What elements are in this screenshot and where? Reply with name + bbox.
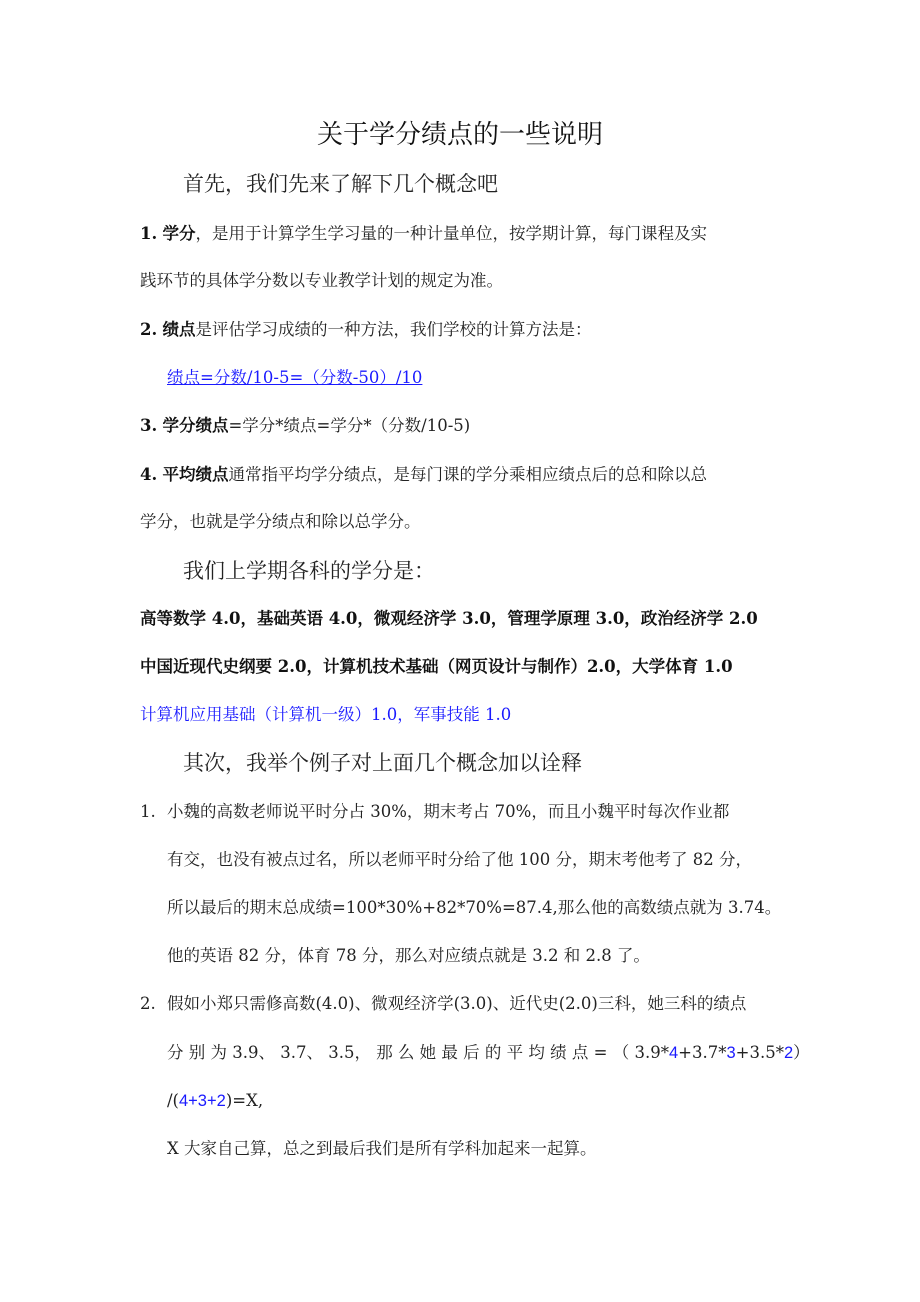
example-1-line: 有交，也没有被点过名，所以老师平时分给了他 100 分，期末考他考了 82 分， (167, 850, 752, 869)
concept-term: 平均绩点 (162, 465, 229, 484)
formula-text: )=X, (225, 1091, 264, 1110)
concept-term: 学分 (162, 224, 196, 243)
credits-line-3: 计算机应用基础（计算机一级）1.0，军事技能 1.0 (140, 705, 512, 724)
concept-credit-gpa (140, 416, 470, 436)
concept-credit (140, 224, 707, 244)
concept-credit-cont: 践环节的具体学分数以专业教学计划的规定为准。 (140, 271, 503, 290)
credits-line-1: 高等数学 4.0，基础英语 4.0，微观经济学 3.0，管理学原理 3.0，政治经济学 2.0 (140, 609, 758, 628)
concept-number: 4. (140, 465, 158, 484)
formula-weight: 2 (783, 1044, 794, 1062)
formula-text: /( (167, 1091, 179, 1110)
formula-weights-sum: 4+3+2 (179, 1092, 226, 1110)
document-title: 关于学分绩点的一些说明 (316, 120, 603, 150)
example-2-line: X 大家自己算，总之到最后我们是所有学科加起来一起算。 (167, 1139, 597, 1158)
concept-term: 学分绩点 (162, 416, 229, 435)
formula-text: 分 别 为 3.9、 3.7、 3.5， 那 么 她 最 后 的 平 均 绩 点 = （ 3.9* (167, 1043, 669, 1062)
example-heading: 其次，我举个例子对上面几个概念加以诠释 (183, 751, 582, 775)
formula-text: ） (793, 1043, 810, 1062)
concept-text: ，是用于计算学生学习量的一种计量单位，按学期计算，每门课程及实 (195, 224, 707, 243)
credits-line-2: 中国近现代史纲要 2.0，计算机技术基础（网页设计与制作）2.0，大学体育 1.0 (140, 657, 733, 676)
concept-average-gpa (140, 465, 707, 485)
concept-text: 是评估学习成绩的一种方法，我们学校的计算方法是： (195, 320, 592, 339)
formula-text: +3.5* (735, 1043, 784, 1062)
example-2-line: 假如小郑只需修高数(4.0)、微观经济学(3.0)、近代史(2.0)三科，她三科的绩点 (167, 994, 747, 1013)
concept-term: 绩点 (162, 320, 196, 339)
concept-text: =学分*绩点=学分*（分数/10-5) (228, 416, 471, 435)
formula-weight: 4 (668, 1044, 679, 1062)
example-1-line: 他的英语 82 分，体育 78 分，那么对应绩点就是 3.2 和 2.8 了。 (167, 946, 650, 965)
concept-number: 3. (140, 416, 158, 435)
example-2-number: 2. (140, 994, 156, 1013)
concept-text: 通常指平均学分绩点，是每门课的学分乘相应绩点后的总和除以总 (228, 465, 707, 484)
concept-gpa (140, 320, 591, 340)
example-2-formula-cont (167, 1091, 263, 1111)
example-2-formula (167, 1043, 810, 1063)
credits-heading: 我们上学期各科的学分是： (183, 559, 435, 583)
example-1-line: 小魏的高数老师说平时分占 30%，期末考占 70%，而且小魏平时每次作业都 (167, 802, 730, 821)
example-1-number: 1. (140, 802, 156, 821)
concept-number: 2. (140, 320, 158, 339)
gpa-formula-link[interactable]: 绩点=分数/10-5=（分数-50）/10 (167, 368, 423, 387)
concept-average-gpa-cont: 学分，也就是学分绩点和除以总学分。 (140, 512, 421, 531)
formula-weight: 3 (726, 1044, 736, 1062)
example-1-line: 所以最后的期末总成绩=100*30%+82*70%=87.4,那么他的高数绩点就为 3.74。 (167, 898, 782, 917)
formula-text: +3.7* (678, 1043, 727, 1062)
intro-heading: 首先，我们先来了解下几个概念吧 (183, 172, 498, 196)
concept-number: 1. (140, 224, 158, 243)
